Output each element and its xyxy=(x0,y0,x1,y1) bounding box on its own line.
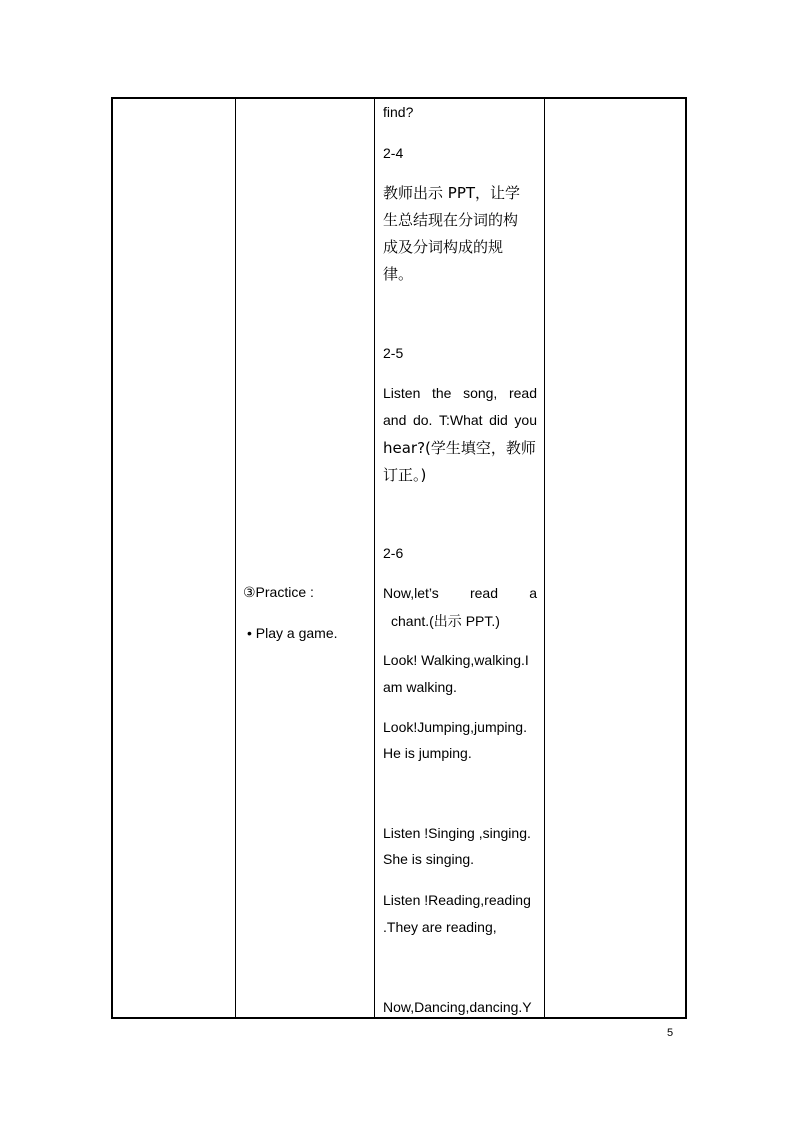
step-2-5-line: hear?(学生填空，教师 xyxy=(383,439,536,457)
chant-line: Listen !Reading,reading xyxy=(383,892,531,908)
step-2-4-line: 生总结现在分词的构 xyxy=(383,211,519,229)
word: do. xyxy=(412,412,433,428)
chant-line: He is jumping. xyxy=(383,745,472,761)
step-label-2-4: 2-4 xyxy=(383,145,404,161)
practice-item-label: Play a game. xyxy=(255,625,338,641)
word: song, xyxy=(463,385,498,401)
step-2-5-line xyxy=(383,385,537,401)
step-2-4-line: 律。 xyxy=(383,265,414,283)
step-2-5-line: 订正。) xyxy=(383,466,427,484)
column-divider xyxy=(235,97,236,1019)
page-number: 5 xyxy=(667,1027,674,1039)
word: Listen xyxy=(383,385,421,401)
word: Now,let’s xyxy=(383,585,439,601)
word: did xyxy=(489,412,508,428)
word: you xyxy=(514,412,537,428)
bullet-icon: • xyxy=(247,625,252,641)
step-2-4-line: 成及分词构成的规 xyxy=(383,238,504,256)
chant-line: Look! Walking,walking.I xyxy=(383,652,529,668)
chant-line: She is singing. xyxy=(383,851,475,867)
word: the xyxy=(431,385,452,401)
practice-heading: ③Practice : xyxy=(243,584,314,600)
word: a xyxy=(529,585,537,601)
step-label-2-6: 2-6 xyxy=(383,545,404,561)
word: and xyxy=(383,412,407,428)
column-divider xyxy=(374,97,375,1019)
step-label-2-5: 2-5 xyxy=(383,345,404,361)
chant-line: Look!Jumping,jumping. xyxy=(383,719,527,735)
word: T:What xyxy=(438,412,483,428)
word: read xyxy=(469,585,498,601)
step-2-5-line xyxy=(383,412,537,428)
chant-line: Listen !Singing ,singing. xyxy=(383,825,531,841)
word: read xyxy=(508,385,537,401)
process-text-find: find? xyxy=(383,104,414,120)
practice-item xyxy=(247,625,338,641)
step-2-6-line xyxy=(383,585,537,601)
step-2-6-line: chant.(出示 PPT.) xyxy=(391,613,500,629)
chant-line: .They are reading, xyxy=(383,919,497,935)
chant-line: Now,Dancing,dancing.Y xyxy=(383,999,532,1015)
column-divider xyxy=(544,97,545,1019)
chant-line: am walking. xyxy=(383,679,457,695)
step-2-4-line: 教师出示 PPT，让学 xyxy=(383,184,521,202)
